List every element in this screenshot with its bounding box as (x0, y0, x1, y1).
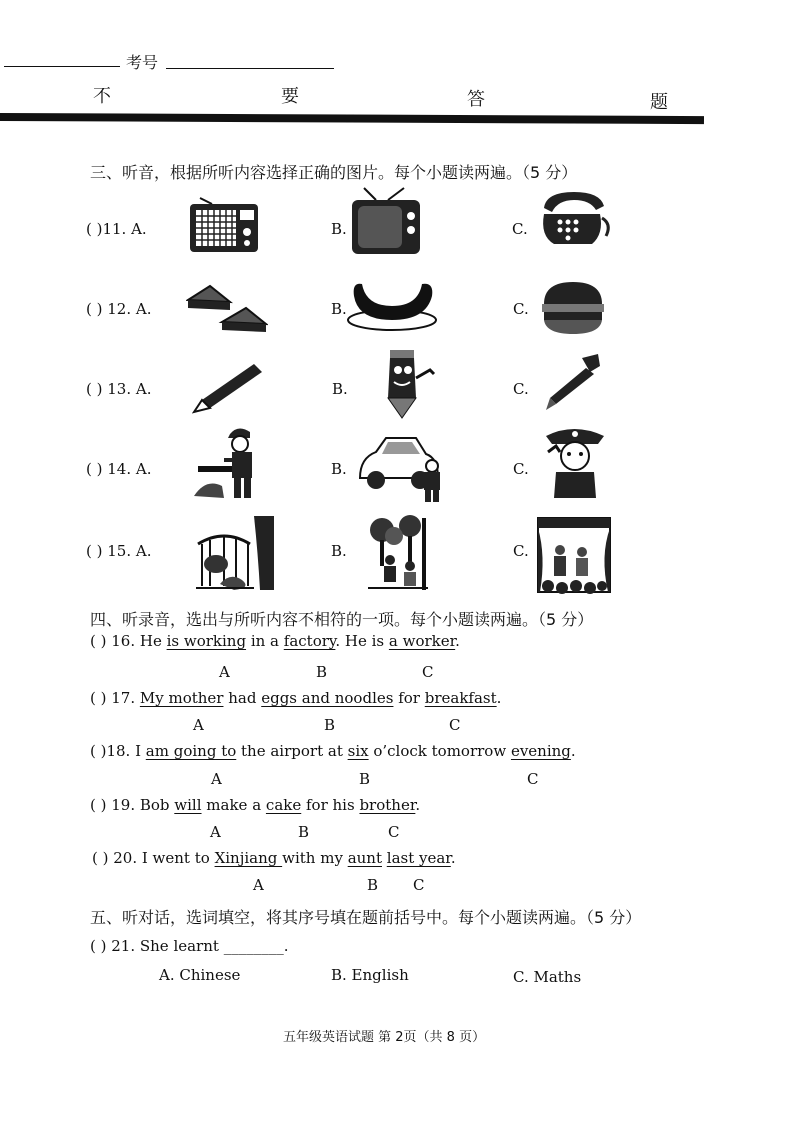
policeman-icon (540, 422, 610, 502)
section5-title: 五、听对话，选词填空，将其序号填在题前括号中。每个小题读两遍。（5 分） (90, 908, 642, 927)
q14-option-b-label: B. (331, 460, 347, 478)
sandwich-icon (186, 282, 268, 338)
hamburger-icon (538, 278, 608, 336)
q19-letter-a: A (210, 823, 221, 841)
q20-letter-c: C (413, 876, 425, 894)
q21-sentence: ( ) 21. She learnt ________. (90, 937, 289, 955)
q20-sentence: ( ) 20. I went to Xinjiang with my aunt last year. (92, 849, 456, 867)
q17-letter-b: B (324, 716, 336, 734)
zoo-scene-icon (194, 514, 276, 592)
section4-title: 四、听录音，选出与所听内容不相符的一项。每个小题读两遍。（5 分） (90, 610, 594, 629)
q19-letter-c: C (388, 823, 400, 841)
notice-char-4: 题 (650, 92, 668, 113)
q14-number: ( ) 14. A. (86, 460, 152, 478)
q18-sentence: ( )18. I am going to the airport at six o’clock tomorrow evening. (90, 742, 576, 760)
radio-icon (188, 196, 260, 254)
park-scene-icon (366, 514, 436, 592)
q12-option-c-label: C. (513, 300, 529, 318)
q17-letter-c: C (449, 716, 461, 734)
q18-letter-b: B (359, 770, 371, 788)
q19-sentence: ( ) 19. Bob will make a cake for his brother. (90, 796, 421, 814)
name-underline (4, 66, 120, 67)
exam-number-label: 考号 (126, 53, 159, 72)
tv-icon (350, 186, 422, 258)
q20-letter-a: A (253, 876, 264, 894)
q16-letter-a: A (219, 663, 230, 681)
q16-letter-b: B (316, 663, 328, 681)
q15-option-b-label: B. (331, 542, 347, 560)
q12-number: ( ) 12. A. (86, 300, 152, 318)
q19-letter-b: B (298, 823, 310, 841)
q12-option-b-label: B. (331, 300, 347, 318)
q18-letter-a: A (211, 770, 222, 788)
q11-number: ( )11. A. (86, 220, 147, 238)
pencil-icon (192, 360, 264, 414)
notice-char-1: 不 (93, 86, 111, 107)
q13-option-b-label: B. (332, 380, 348, 398)
exam-number-underline (166, 68, 334, 69)
q17-letter-a: A (193, 716, 204, 734)
section3-title: 三、听音，根据所听内容选择正确的图片。每个小题读两遍。（5 分） (90, 163, 578, 182)
q14-option-c-label: C. (513, 460, 529, 478)
notice-char-2: 要 (281, 86, 299, 107)
q13-number: ( ) 13. A. (86, 380, 152, 398)
q21-option-c: C. Maths (513, 968, 582, 986)
q17-sentence: ( ) 17. My mother had eggs and noodles for breakfast. (90, 689, 502, 707)
q11-option-b-label: B. (331, 220, 347, 238)
theatre-scene-icon (536, 516, 612, 594)
q15-option-c-label: C. (513, 542, 529, 560)
q16-letter-c: C (422, 663, 434, 681)
pen-icon (542, 352, 604, 412)
driver-icon (356, 428, 450, 502)
q21-option-a: A. Chinese (159, 966, 241, 984)
pencil-character-icon (376, 348, 438, 420)
telephone-icon (538, 188, 612, 248)
q20-letter-b: B (367, 876, 379, 894)
header-thick-rule (0, 113, 704, 124)
q15-number: ( ) 15. A. (86, 542, 152, 560)
page-footer: 五年级英语试题 第 2页（共 8 页） (283, 1030, 486, 1045)
worker-icon (192, 424, 270, 502)
q11-option-c-label: C. (512, 220, 528, 238)
q13-option-c-label: C. (513, 380, 529, 398)
q18-letter-c: C (527, 770, 539, 788)
q21-option-b: B. English (331, 966, 409, 984)
q16-sentence: ( ) 16. He is working in a factory. He is a worker. (90, 632, 460, 650)
sausage-icon (346, 276, 440, 334)
notice-char-3: 答 (467, 89, 485, 110)
